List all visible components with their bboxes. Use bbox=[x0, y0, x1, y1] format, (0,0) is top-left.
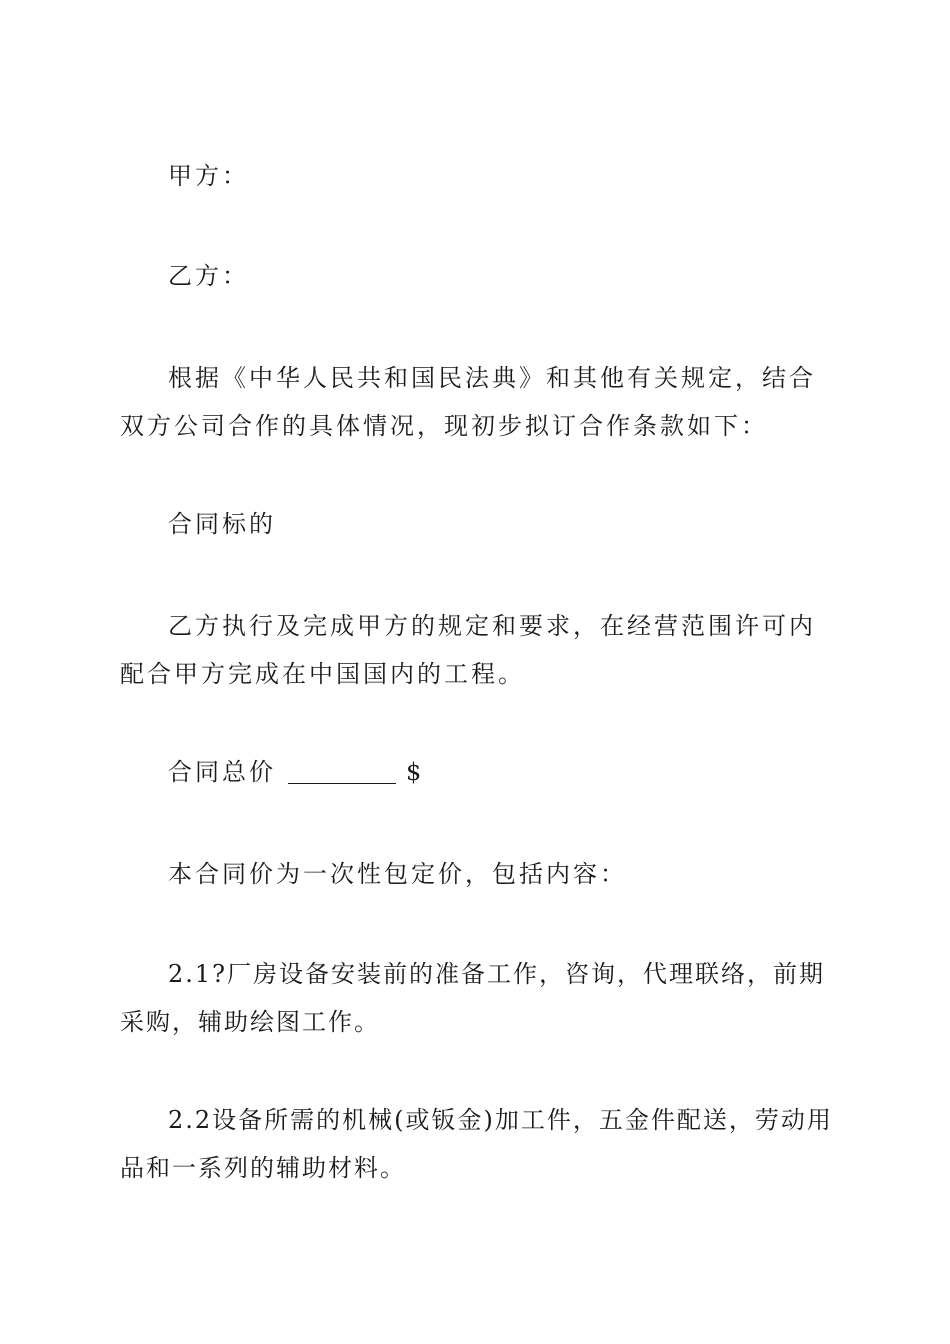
total-price-blank bbox=[288, 759, 396, 784]
total-price-label: 合同总价 bbox=[168, 758, 276, 786]
price-scope-paragraph: 本合同价为一次性包定价，包括内容： bbox=[168, 860, 627, 888]
party-a-line: 甲方： bbox=[168, 162, 249, 190]
subject-paragraph: 乙方执行及完成甲方的规定和要求，在经营范围许可内配合甲方完成在中国国内的工程。 bbox=[120, 612, 816, 688]
party-b-line: 乙方： bbox=[168, 262, 249, 290]
total-price-line bbox=[120, 748, 840, 796]
clause-2-1: 2.1?厂房设备安装前的准备工作，咨询，代理联络，前期采购，辅助绘图工作。 bbox=[120, 960, 826, 1036]
section-heading-subject: 合同标的 bbox=[168, 510, 276, 538]
clause-2-2: 2.2设备所需的机械(或钣金)加工件，五金件配送，劳动用品和一系列的辅助材料。 bbox=[120, 1106, 833, 1182]
currency-symbol: $ bbox=[406, 758, 425, 786]
intro-paragraph: 根据《中华人民共和国民法典》和其他有关规定，结合双方公司合作的具体情况，现初步拟订合作条款如下： bbox=[120, 364, 816, 440]
